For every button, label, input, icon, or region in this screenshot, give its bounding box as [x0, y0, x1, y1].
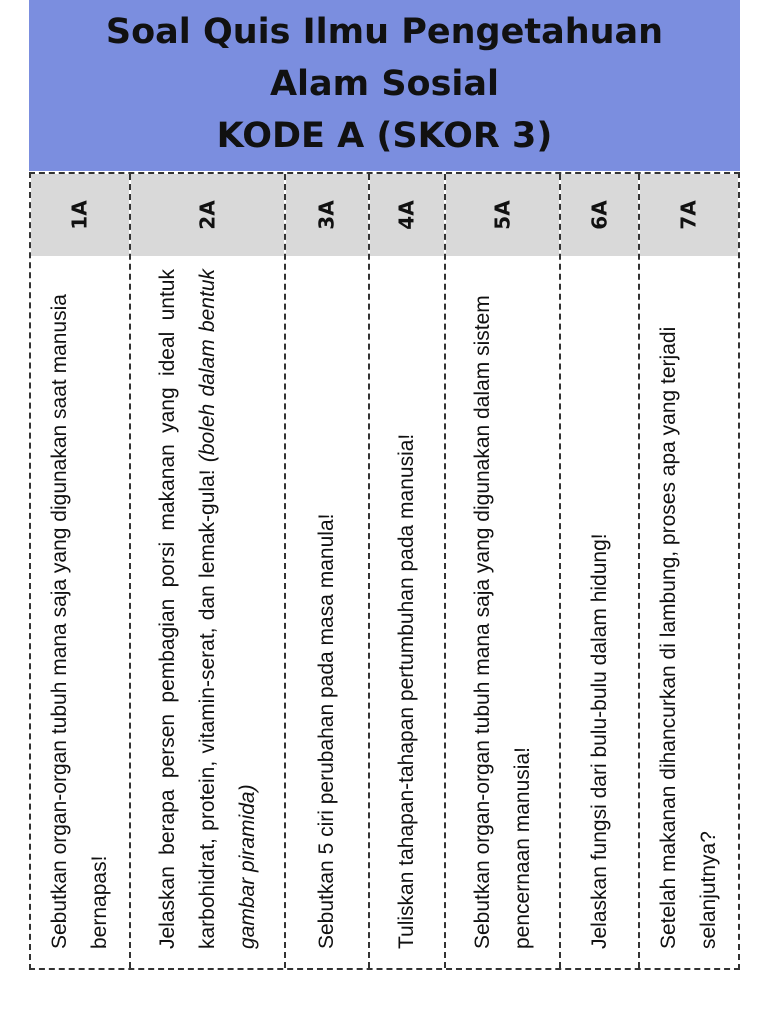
- question-code: 1A: [68, 200, 92, 230]
- title-line-1: Soal Quis Ilmu Pengetahuan: [105, 12, 664, 52]
- question-column-2a: [131, 174, 286, 968]
- question-column-3a: [286, 174, 370, 968]
- question-column-7a: [640, 174, 738, 968]
- question-text: Tuliskan tahapan-tahapan pertumbuhan pada manusia!: [395, 433, 418, 949]
- question-note: (boleh dalam bentuk gambar piramida): [195, 269, 259, 949]
- question-column-4a: [370, 174, 446, 968]
- question-code: 4A: [395, 200, 419, 230]
- question-code: 3A: [315, 200, 339, 230]
- question-code: 5A: [490, 200, 515, 230]
- question-code: 7A: [677, 200, 701, 230]
- question-column-6a: [561, 174, 640, 968]
- title-line-2: Alam Sosial: [269, 64, 500, 104]
- question-text: Sebutkan organ-organ tubuh mana saja yang digunakan dalam sistem pencernaan manusia!: [470, 295, 534, 949]
- question-text: Setelah makanan dihancurkan di lambung, proses apa yang terjadi selanjutnya?: [657, 326, 720, 949]
- question-code: 6A: [587, 200, 612, 230]
- question-code: 2A: [195, 200, 220, 230]
- question-text: Sebutkan 5 ciri perubahan pada masa manula!: [315, 513, 338, 949]
- title-banner: [29, 0, 740, 171]
- question-text: [148, 269, 268, 959]
- question-column-5a: [446, 174, 561, 968]
- question-body: Jelaskan berapa persen pembagian porsi makanan yang ideal untuk karbohidrat, protein, vitamin-serat, dan lemak-gula!: [155, 269, 219, 949]
- title-line-3: KODE A (SKOR 3): [216, 116, 553, 156]
- question-text: Jelaskan fungsi dari bulu-bulu dalam hidung!: [587, 533, 611, 949]
- question-table: [29, 172, 740, 970]
- question-column-1a: [31, 174, 131, 968]
- question-text: Sebutkan organ-organ tubuh mana saja yang digunakan saat manusia bernapas!: [48, 294, 111, 949]
